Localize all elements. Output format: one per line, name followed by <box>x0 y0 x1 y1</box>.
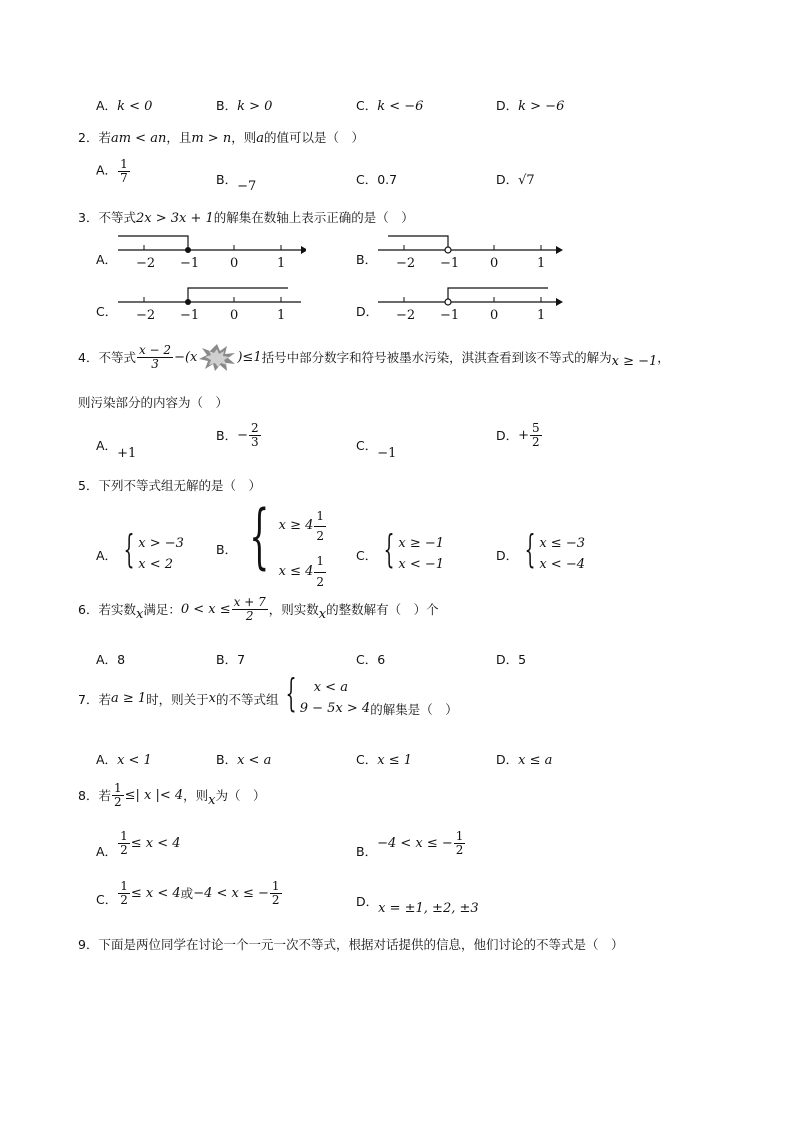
tick-label: 0 <box>490 256 499 271</box>
q7-option-a: A．x < 1 <box>96 752 152 768</box>
q6-stem: 6． 若实数 x 满足： 0 < x ≤ $\frac{x + 7}{2}$ ，则实数 x 的整数解有（ ）个 <box>78 595 439 623</box>
q5-option-b: B． { x ≥ 4 $\frac{1}{2}$ x ≤ 4 $\frac{1}{2}$ <box>216 495 325 589</box>
q8-option-d: D．x = ±1, ±2, ±3 <box>356 894 479 916</box>
q8-option-b: B． −4 < x ≤ − $\frac{1}{2}$ <box>356 829 464 860</box>
tick-label: 1 <box>537 256 546 271</box>
q6-option-d: D．5 <box>496 652 527 667</box>
q3-numberline-c <box>116 284 306 324</box>
q5-option-d: D． { x ≤ −3 x < −4 <box>496 527 585 572</box>
tick-label: −1 <box>440 256 460 271</box>
tick-label: 0 <box>490 308 499 323</box>
q7-stem: 7． 若 a ≥ 1 时，则关于 x 的不等式组 { x < a 9 − 5x > 4 的解集是（ ） <box>78 671 458 717</box>
tick-label: 1 <box>537 308 546 323</box>
q7-option-c: C．x ≤ 1 <box>356 752 412 768</box>
q4-option-d: D． + $\frac{5}{2}$ <box>496 421 540 449</box>
q5-option-c: C． { x ≥ −1 x < −1 <box>356 527 445 572</box>
tick-label: −2 <box>396 256 416 271</box>
q9-stem: 9．下面是两位同学在讨论一个一元一次不等式，根据对话提供的信息，他们讨论的不等式是（ ） <box>78 937 624 952</box>
q4-option-c: C．−1 <box>356 438 397 461</box>
q4-line2: 则污染部分的内容为（ ） <box>78 395 229 410</box>
q2-option-b: B．−7 <box>216 172 257 194</box>
q6-option-c: C．6 <box>356 652 386 667</box>
q4-option-a: A．+1 <box>96 438 137 461</box>
tick-label: −2 <box>136 256 156 271</box>
q3-option-a-label: A． <box>96 252 118 267</box>
tick-label: −1 <box>180 256 200 271</box>
q6-option-a: A．8 <box>96 652 126 667</box>
q5-stem: 5．下列不等式组无解的是（ ） <box>78 478 261 493</box>
q3-numberline-b <box>376 232 566 272</box>
q1-option-b: B．k > 0 <box>216 98 273 114</box>
q4-option-b: B． − $\frac{2}{3}$ <box>216 421 259 449</box>
q1-option-d: D．k > −6 <box>496 98 565 114</box>
tick-label: −1 <box>180 308 200 323</box>
tick-label: 1 <box>277 256 286 271</box>
q1-option-c: C．k < −6 <box>356 98 424 114</box>
q6-option-b: B．7 <box>216 652 246 667</box>
q2-stem: 2．若am < an，且m > n，则a的值可以是（ ） <box>78 130 364 146</box>
tick-label: −1 <box>440 308 460 323</box>
tick-label: 0 <box>230 256 239 271</box>
tick-label: 0 <box>230 308 239 323</box>
q8-option-a: A． $\frac{1}{2}$ ≤ x < 4 <box>96 829 181 860</box>
tick-label: −2 <box>396 308 416 323</box>
q3-numberline-d <box>376 284 566 324</box>
q2-option-a: A． $\frac{1}{7}$ <box>96 157 128 185</box>
q8-stem: 8． 若 $\frac{1}{2}$ ≤| x |< 4 ，则 x 为（ ） <box>78 781 266 809</box>
q1-option-a: A．k < 0 <box>96 98 153 114</box>
q2-option-c: C．0.7 <box>356 172 398 187</box>
q7-option-d: D．x ≤ a <box>496 752 553 768</box>
q3-option-b-label: B． <box>356 252 378 267</box>
tick-label: 1 <box>277 308 286 323</box>
q2-option-d: D．√7 <box>496 172 535 188</box>
q4-stem: 4． 不等式 $\frac{x - 2}{3}$ −(x )≤1 括号中部分数字和符号被墨水污染，淇淇查看到该不等式的解为 x ≥ −1 ， <box>78 342 670 371</box>
q3-option-c-label: C． <box>96 304 118 319</box>
q8-option-c: C． $\frac{1}{2}$ ≤ x < 4 或 −4 < x ≤ − $\frac{1}{2}$ <box>96 879 280 908</box>
tick-label: −2 <box>136 308 156 323</box>
q3-stem: 3．不等式2x > 3x + 1的解集在数轴上表示正确的是（ ） <box>78 210 414 226</box>
q7-option-b: B．x < a <box>216 752 272 768</box>
ink-blot-icon <box>197 342 237 372</box>
q3-option-d-label: D． <box>356 304 379 319</box>
q5-option-a: A． { x > −3 x < 2 <box>96 527 184 572</box>
q3-numberline-a <box>116 232 306 272</box>
